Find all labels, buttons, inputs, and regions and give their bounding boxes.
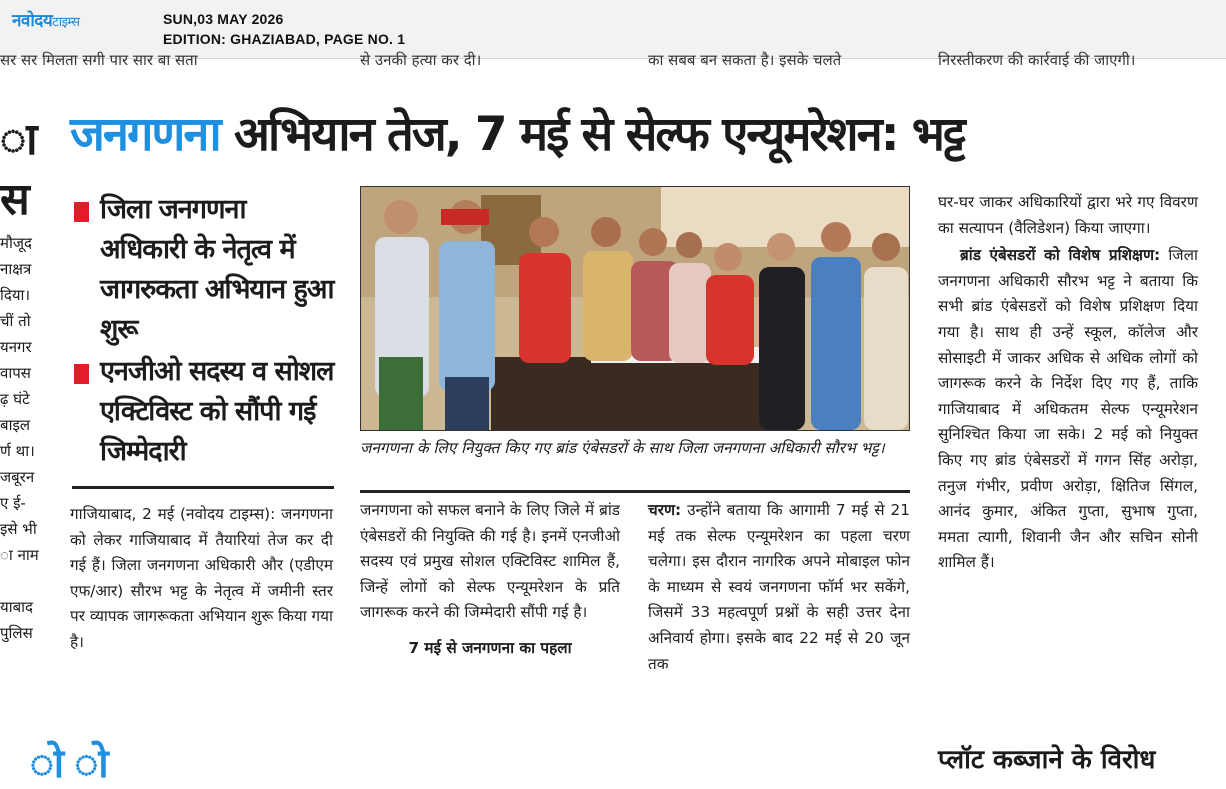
headline-rest: अभियान तेज, 7 मई से सेल्फ एन्यूमरेशन: भट्ट — [219, 107, 964, 162]
left-edge-line: ढ़ घंटे — [0, 390, 30, 408]
left-edge-line: बाइल — [0, 416, 30, 434]
left-edge-line: याबाद — [0, 598, 34, 616]
cut-line-2: से उनकी हत्या कर दी। — [360, 51, 482, 69]
next-story-strip — [0, 738, 1226, 787]
headline-highlight: जनगणना — [70, 107, 220, 162]
article-intro: गाजियाबाद, 2 मई (नवोदय टाइम्स): जनगणना को लेकर गाजियाबाद में तैयारियां तेज कर दी गई हैं। जिला जनगणना अधिकारी और (एडीएम एफ/आर) सौरभ भट्ट के नेतृत्व में जमीनी स्तर पर व्यापक जागरूकता अभियान शुरू किया गया है। — [70, 505, 333, 651]
left-edge-column — [0, 110, 44, 646]
left-edge-line: दिया। — [0, 286, 31, 304]
next-story-left: ो ो — [30, 741, 109, 787]
left-edge-line: इसे भी — [0, 520, 37, 538]
group-photo-illustration — [361, 187, 909, 430]
edition-info — [163, 9, 405, 49]
article-photo[interactable] — [360, 186, 910, 431]
left-edge-line: नाक्षत्र — [0, 260, 32, 278]
highlight-text: एनजीओ सदस्य व सोशल एक्टिविस्ट को सौंपी गई जिम्मेदारी — [100, 356, 334, 467]
column-3-lead: चरण: — [648, 501, 682, 519]
left-edge-line: जबूरन — [0, 468, 35, 486]
cut-line-1: सर सर मिलता सगी पार सार बा सता — [0, 51, 198, 69]
cut-line-4: निरस्तीकरण की कार्रवाई की जाएगी। — [938, 51, 1136, 69]
caption-rule — [360, 490, 910, 493]
left-edge-line: यनगर — [0, 338, 32, 356]
edition-line: EDITION: GHAZIABAD, PAGE NO. 1 — [163, 31, 406, 47]
newspaper-logo[interactable] — [12, 8, 80, 31]
article-column-3 — [648, 498, 910, 677]
photo-caption: जनगणना के लिए नियुक्त किए गए ब्रांड एंबेसडरों के साथ जिला जनगणना अधिकारी सौरभ भट्ट। — [360, 439, 885, 457]
left-edge-line: मौजूद — [0, 234, 32, 252]
highlight-text: जिला जनगणना अधिकारी के नेतृत्व में जागरुकता अभियान हुआ शुरू — [100, 194, 334, 345]
column-2-text: जनगणना को सफल बनाने के लिए जिले में ब्रांड एंबेसडरों की नियुक्ति की गई है। इनमें एनजीओ सदस्य एवं प्रमुख सोशल एक्टिविस्ट शामिल हैं, जिन्हें लोगों को सेल्फ एन्यूमरेशन के प्रति जागरूक करने की जिम्मेदारी सौंपी गई है। — [360, 501, 620, 622]
highlight-item — [72, 352, 334, 472]
left-edge-line — [0, 568, 44, 594]
logo-name: नवोदय — [12, 11, 53, 31]
article-column-4 — [938, 190, 1198, 576]
column-4-text-a: घर-घर जाकर अधिकारियों द्वारा भरे गए विवरण का सत्यापन (वैलिडेशन) किया जाएगा। — [938, 193, 1198, 237]
story-highlights — [72, 190, 334, 472]
left-edge-line: ए ई- — [0, 494, 26, 512]
left-big-char-2: स — [0, 174, 30, 225]
highlight-item — [72, 190, 334, 350]
left-big-char-1: ा — [0, 114, 38, 165]
column-2-subhead: 7 मई से जनगणना का पहला — [408, 638, 572, 657]
left-edge-line: चीं तो — [0, 312, 31, 330]
logo-suffix: टाइम्स — [52, 15, 80, 30]
left-edge-line: वापस — [0, 364, 31, 382]
highlights-rule — [72, 486, 334, 489]
date-line: SUN,03 MAY 2026 — [163, 11, 284, 27]
red-square-bullet-icon — [74, 364, 89, 384]
left-edge-line: पुलिस — [0, 624, 33, 642]
article-column-2 — [360, 498, 620, 662]
column-4-subhead: ब्रांड एंबेसडरों को विशेष प्रशिक्षण: — [960, 246, 1161, 265]
cut-line-3: का सबब बन सकता है। इसके चलते — [648, 51, 842, 69]
red-square-bullet-icon — [74, 202, 89, 222]
left-edge-line: ा नाम — [0, 546, 39, 564]
article-headline[interactable] — [70, 95, 1200, 175]
left-edge-line: र्ण था। — [0, 442, 35, 460]
next-story-right: प्लॉट कब्जाने के विरोध — [938, 745, 1156, 775]
column-3-text: उन्होंने बताया कि आगामी 7 मई से 21 मई तक सेल्फ एन्यूमरेशन का पहला चरण चलेगा। इस दौरान नागरिक अपने मोबाइल फोन के माध्यम से स्वयं जनगणना फॉर्म भर सकेंगे, जिसमें 33 महत्वपूर्ण प्रश्नों के सही उत्तर देना अनिवार्य होगा। इसके बाद 22 मई से 20 जून तक — [648, 501, 910, 673]
column-4-text-b: जिला जनगणना अधिकारी सौरभ भट्ट ने बताया कि सभी ब्रांड एंबेसडरों को विशेष प्रशिक्षण दिया गया है। साथ ही उन्हें स्कूल, कॉलेज और सोसाइटी में जाकर अधिक से अधिक लोगों को जागरूक करने के निर्देश दिए गए हैं, ताकि गाजियाबाद में अधिकतम सेल्फ एन्यूमरेशन सुनिश्चित किया जा सके। 2 मई को नियुक्त किए गए ब्रांड एंबेसडरों में गगन सिंह अरोड़ा, तनुज गंभीर, प्रवीण अरोड़ा, क्षितिज सिंगल, आनंद कुमार, अंकित गुप्ता, सुभाष गुप्ता, ममता त्यागी, शिवानी जैन और सचिन सोनी शामिल हैं। — [938, 246, 1198, 572]
